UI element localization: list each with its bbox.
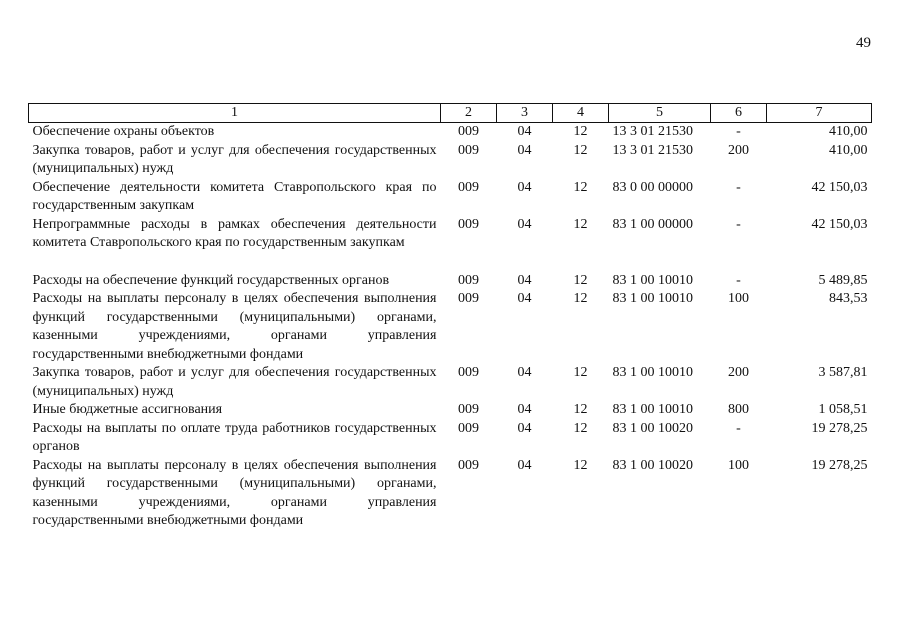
subsection-code: 12 (573, 420, 588, 436)
ministry-code: 009 (458, 402, 479, 417)
header-col-1: 1 (29, 104, 441, 123)
spacer-row (29, 253, 872, 272)
expense-type-code: - (736, 420, 741, 436)
header-row (29, 104, 872, 123)
target-article-code: 83 1 00 10010 (612, 402, 693, 417)
target-article-code: 83 0 00 00000 (612, 179, 693, 195)
section-code: 04 (517, 216, 532, 232)
table-row (29, 457, 872, 531)
expense-type-code: - (736, 179, 741, 195)
section-code: 04 (517, 272, 532, 288)
section-code: 04 (517, 179, 532, 195)
header-col-7: 7 (767, 104, 872, 123)
header-col-2: 2 (441, 104, 497, 123)
target-article-code: 13 3 01 21530 (612, 124, 693, 139)
section-code: 04 (517, 365, 532, 380)
expense-type-code: 800 (728, 402, 749, 417)
section-code: 04 (517, 457, 532, 473)
section-code: 04 (517, 420, 532, 436)
target-article-code: 83 1 00 10010 (612, 272, 693, 288)
expense-name: Обеспечение охраны объектов (32, 124, 215, 139)
expense-name: Непрограммные расходы в рамках обеспечения деятельности комитета Ставропольского края по государственным закупкам (32, 216, 437, 250)
amount: 19 278,25 (811, 420, 868, 436)
header-col-5: 5 (609, 104, 711, 123)
section-code: 04 (517, 124, 532, 139)
subsection-code: 12 (573, 402, 588, 417)
budget-table (28, 103, 872, 531)
ministry-code: 009 (458, 291, 479, 306)
ministry-code: 009 (458, 272, 479, 288)
table-row (29, 142, 872, 179)
ministry-code: 009 (458, 124, 479, 139)
header-col-4: 4 (553, 104, 609, 123)
expense-type-code: 200 (728, 365, 749, 380)
amount: 1 058,51 (818, 402, 868, 417)
table-header (29, 104, 872, 123)
expense-type-code: 200 (728, 142, 749, 158)
ministry-code: 009 (458, 457, 479, 473)
amount: 843,53 (829, 291, 868, 306)
subsection-code: 12 (573, 365, 588, 380)
spacer-cell (29, 253, 872, 272)
expense-name: Обеспечение деятельности комитета Ставропольского края по государственным закупкам (32, 179, 437, 213)
amount: 42 150,03 (811, 216, 868, 232)
expense-name: Расходы на выплаты персоналу в целях обеспечения выполнения функций государственными (муниципальными) органами, казенными учреждениями, органами управления государственными внебюджетными фондами (32, 457, 437, 528)
table-row (29, 401, 872, 420)
subsection-code: 12 (573, 142, 588, 158)
ministry-code: 009 (458, 365, 479, 380)
subsection-code: 12 (573, 272, 588, 288)
table-row (29, 290, 872, 364)
table-row (29, 364, 872, 401)
section-code: 04 (517, 402, 532, 417)
target-article-code: 83 1 00 10020 (612, 420, 693, 436)
expense-type-code: 100 (728, 457, 749, 473)
subsection-code: 12 (573, 179, 588, 195)
target-article-code: 13 3 01 21530 (612, 142, 693, 158)
subsection-code: 12 (573, 216, 588, 232)
expense-name: Расходы на выплаты персоналу в целях обеспечения выполнения функций государственными (муниципальными) органами, казенными учреждениями, органами управления государственными внебюджетными фондами (32, 291, 437, 362)
table-row (29, 272, 872, 291)
target-article-code: 83 1 00 10010 (612, 365, 693, 380)
target-article-code: 83 1 00 10020 (612, 457, 693, 473)
expense-type-code: - (736, 124, 741, 139)
ministry-code: 009 (458, 420, 479, 436)
subsection-code: 12 (573, 457, 588, 473)
table-row (29, 216, 872, 253)
amount: 5 489,85 (818, 272, 868, 288)
expense-name: Расходы на обеспечение функций государственных органов (32, 272, 390, 288)
amount: 410,00 (829, 124, 868, 139)
amount: 42 150,03 (811, 179, 868, 195)
target-article-code: 83 1 00 00000 (612, 216, 693, 232)
ministry-code: 009 (458, 179, 479, 195)
amount: 19 278,25 (811, 457, 868, 473)
page-number: 49 (856, 35, 871, 51)
amount: 410,00 (829, 142, 868, 158)
section-code: 04 (517, 142, 532, 158)
header-col-3: 3 (497, 104, 553, 123)
expense-name: Закупка товаров, работ и услуг для обеспечения государственных (муниципальных) нужд (32, 142, 437, 176)
expense-type-code: - (736, 272, 741, 288)
table-row (29, 420, 872, 457)
table-body (29, 123, 872, 531)
table-row (29, 179, 872, 216)
subsection-code: 12 (573, 124, 588, 139)
table-row (29, 123, 872, 142)
subsection-code: 12 (573, 291, 588, 306)
amount: 3 587,81 (818, 365, 868, 380)
section-code: 04 (517, 291, 532, 306)
expense-name: Расходы на выплаты по оплате труда работников государственных органов (32, 420, 437, 454)
expense-name: Иные бюджетные ассигнования (32, 402, 223, 417)
ministry-code: 009 (458, 216, 479, 232)
expense-type-code: 100 (728, 291, 749, 306)
ministry-code: 009 (458, 142, 479, 158)
expense-type-code: - (736, 216, 741, 232)
header-col-6: 6 (711, 104, 767, 123)
target-article-code: 83 1 00 10010 (612, 291, 693, 306)
expense-name: Закупка товаров, работ и услуг для обеспечения государственных (муниципальных) нужд (32, 365, 437, 399)
